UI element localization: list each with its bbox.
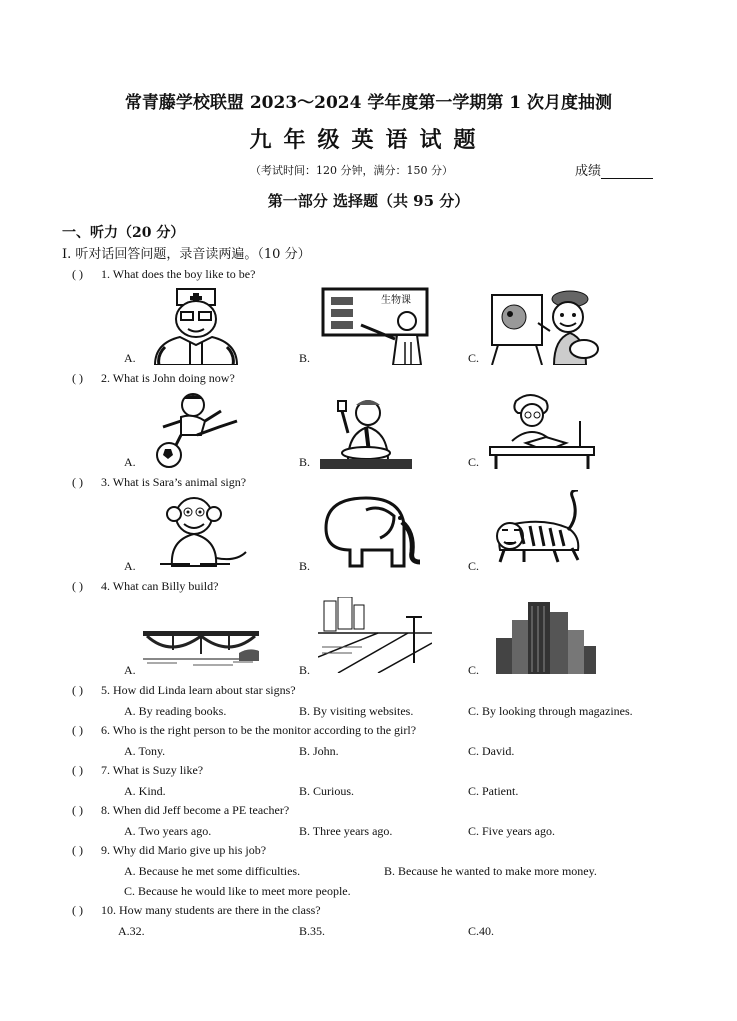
answer-blank[interactable]: ( ) xyxy=(72,803,83,817)
question-text: 2. What is John doing now? xyxy=(101,371,235,385)
soccer-player-icon xyxy=(145,391,257,469)
score-label: 成绩 xyxy=(575,164,602,179)
exam-subtitle: 九年级英语试题 xyxy=(249,127,488,153)
exam-info: （考试时间：120 分钟，满分：150 分） xyxy=(250,164,453,177)
option-label: C. xyxy=(468,455,480,469)
road-icon xyxy=(318,597,432,673)
question-7 xyxy=(72,763,203,778)
subsection-heading: Ⅰ. 听对话回答问题，录音读两遍。（10 分） xyxy=(62,247,311,262)
question-text: 8. When did Jeff become a PE teacher? xyxy=(101,803,290,817)
option: A. Tony. xyxy=(124,744,166,758)
option: C. Because he would like to meet more people. xyxy=(124,884,351,898)
option-label: A. xyxy=(124,559,136,573)
section-heading: 一、听力（20 分） xyxy=(62,225,185,241)
option-label: B. xyxy=(299,351,311,365)
question-4 xyxy=(72,579,218,594)
question-10 xyxy=(72,903,321,918)
option: B. Because he wanted to make more money. xyxy=(384,864,597,878)
question-9 xyxy=(72,843,266,858)
option-label: A. xyxy=(124,455,136,469)
answer-blank[interactable]: ( ) xyxy=(72,475,83,489)
question-text: 10. How many students are there in the class? xyxy=(101,903,321,917)
doctor-icon xyxy=(145,287,255,365)
option-label: C. xyxy=(468,663,480,677)
answer-blank[interactable]: ( ) xyxy=(72,267,83,281)
answer-blank[interactable]: ( ) xyxy=(72,843,83,857)
question-text: 9. Why did Mario give up his job? xyxy=(101,843,267,857)
answer-blank[interactable]: ( ) xyxy=(72,903,83,917)
option: B. By visiting websites. xyxy=(299,704,414,718)
tiger-icon xyxy=(490,490,602,568)
exam-title: 常青藤学校联盟 2023～2024 学年度第一学期第 1 次月度抽测 xyxy=(124,93,613,113)
monkey-icon xyxy=(150,494,252,568)
question-text: 1. What does the boy like to be? xyxy=(101,267,256,281)
question-6 xyxy=(72,723,416,738)
painter-icon xyxy=(488,287,600,365)
question-text: 7. What is Suzy like? xyxy=(101,763,204,777)
question-8 xyxy=(72,803,289,818)
option: A. Because he met some difficulties. xyxy=(124,864,301,878)
answer-blank[interactable]: ( ) xyxy=(72,683,83,697)
option: A. Two years ago. xyxy=(124,824,212,838)
option: B.35. xyxy=(299,924,326,938)
elephant-icon xyxy=(318,492,430,570)
question-text: 3. What is Sara’s animal sign? xyxy=(101,475,247,489)
question-5 xyxy=(72,683,296,698)
option: B. John. xyxy=(299,744,339,758)
skyscraper-icon xyxy=(490,600,602,674)
option: C. By looking through magazines. xyxy=(468,704,633,718)
option: B. Curious. xyxy=(299,784,355,798)
cook-icon xyxy=(320,391,412,469)
option: A. Kind. xyxy=(124,784,166,798)
question-1 xyxy=(72,267,255,282)
reading-boy-icon xyxy=(486,391,598,469)
question-3 xyxy=(72,475,246,490)
question-text: 4. What can Billy build? xyxy=(101,579,219,593)
option: C.40. xyxy=(468,924,495,938)
option-label: B. xyxy=(299,455,311,469)
question-text: 6. Who is the right person to be the monitor according to the girl? xyxy=(101,723,417,737)
option-label: B. xyxy=(299,559,311,573)
option: A.32. xyxy=(118,924,145,938)
option: C. David. xyxy=(468,744,515,758)
option-label: C. xyxy=(468,559,480,573)
question-2 xyxy=(72,371,235,386)
option-label: A. xyxy=(124,663,136,677)
part-heading: 第一部分 选择题（共 95 分） xyxy=(267,192,470,210)
option-label: A. xyxy=(124,351,136,365)
score-field[interactable] xyxy=(575,160,653,179)
option-label: B. xyxy=(299,663,311,677)
answer-blank[interactable]: ( ) xyxy=(72,579,83,593)
svg-text:生物课: 生物课 xyxy=(381,295,411,306)
bridge-icon xyxy=(143,625,259,669)
answer-blank[interactable]: ( ) xyxy=(72,723,83,737)
answer-blank[interactable]: ( ) xyxy=(72,763,83,777)
option-label: C. xyxy=(468,351,480,365)
question-text: 5. How did Linda learn about star signs? xyxy=(101,683,296,697)
option: B. Three years ago. xyxy=(299,824,393,838)
option: A. By reading books. xyxy=(124,704,227,718)
teacher-blackboard-icon xyxy=(321,287,431,365)
option: C. Five years ago. xyxy=(468,824,555,838)
option: C. Patient. xyxy=(468,784,519,798)
score-blank[interactable] xyxy=(601,166,653,179)
answer-blank[interactable]: ( ) xyxy=(72,371,83,385)
